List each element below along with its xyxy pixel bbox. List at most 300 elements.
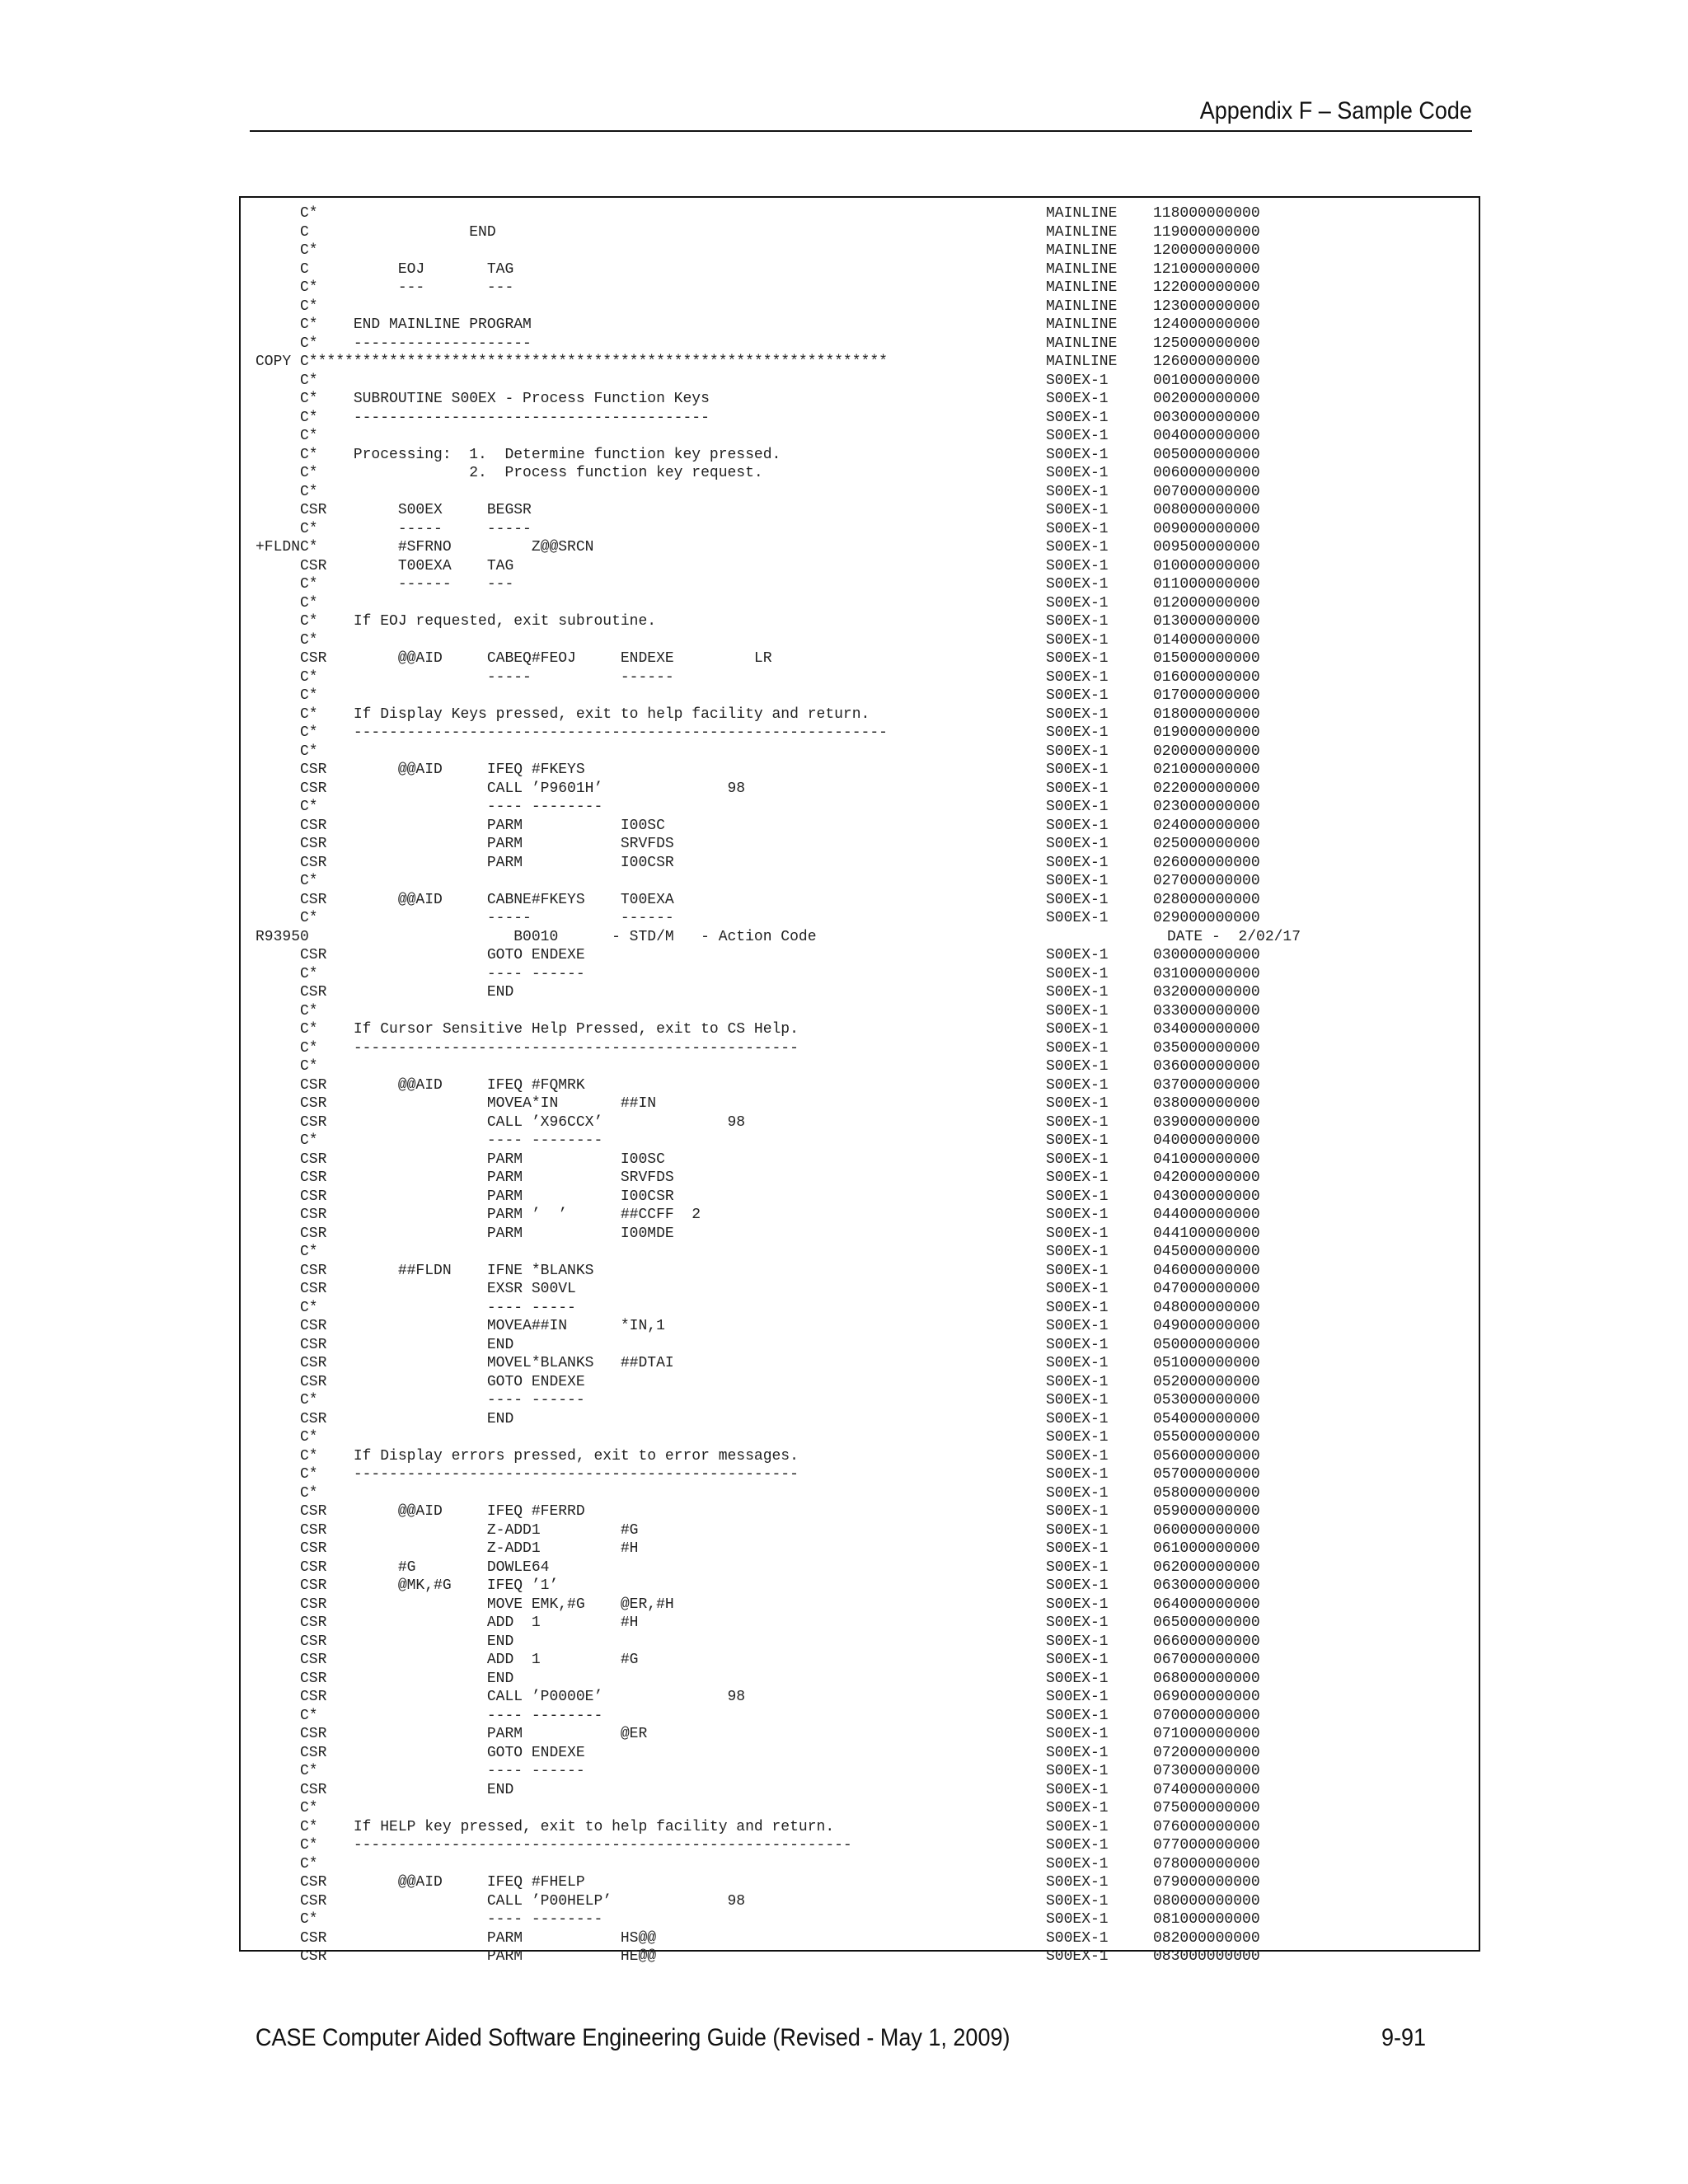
code-sequence-number: 043000000000 [1153, 1188, 1260, 1205]
code-text: C* [256, 428, 318, 444]
code-label: S00EX-1 [1046, 1373, 1109, 1390]
page-footer-title: CASE Computer Aided Software Engineering Guide (Revised - May 1, 2009) [256, 2024, 1010, 2051]
code-sequence-number: 080000000000 [1153, 1892, 1260, 1910]
code-line [241, 241, 1479, 260]
code-text: CSR CALL ’X96CCX’ 98 [256, 1113, 746, 1131]
code-text: CSR S00EX BEGSR [256, 502, 532, 518]
code-sequence-number: 075000000000 [1153, 1800, 1260, 1816]
code-sequence-number: 033000000000 [1153, 1002, 1260, 1019]
code-sequence-number: 022000000000 [1153, 780, 1260, 797]
code-line [241, 649, 1479, 668]
code-line [241, 1744, 1479, 1763]
code-text: C* ----- ------ [256, 910, 674, 926]
code-sequence-number: 016000000000 [1153, 668, 1260, 686]
code-line [241, 1836, 1479, 1855]
code-sequence-number: 120000000000 [1153, 242, 1260, 259]
code-line [241, 798, 1479, 817]
code-label: S00EX-1 [1046, 1132, 1109, 1149]
code-line [241, 1057, 1479, 1076]
code-sequence-number: 020000000000 [1153, 743, 1260, 760]
code-label: S00EX-1 [1046, 1169, 1109, 1186]
code-line [241, 1410, 1479, 1429]
code-line [241, 872, 1479, 891]
code-label: S00EX-1 [1046, 1596, 1109, 1613]
code-text: C* If HELP key pressed, exit to help facility and return. [256, 1818, 835, 1835]
code-label: S00EX-1 [1046, 1652, 1109, 1668]
code-sequence-number: 081000000000 [1153, 1911, 1260, 1928]
code-line [241, 594, 1479, 613]
code-line [241, 575, 1479, 594]
code-sequence-number: 009000000000 [1153, 520, 1260, 537]
code-sequence-number: 042000000000 [1153, 1169, 1260, 1186]
code-text: CSR PARM SRVFDS [256, 836, 674, 852]
code-text: CSR #G DOWLE64 [256, 1558, 550, 1576]
code-sequence-number: 069000000000 [1153, 1689, 1260, 1705]
code-label: S00EX-1 [1046, 594, 1109, 612]
code-line [241, 390, 1479, 409]
code-text: C* --- --- [256, 279, 514, 296]
code-sequence-number: 023000000000 [1153, 799, 1260, 815]
code-line [241, 891, 1479, 910]
code-text: C* [256, 1855, 318, 1872]
code-text: C* END MAINLINE PROGRAM [256, 316, 532, 333]
code-label: S00EX-1 [1046, 1615, 1109, 1631]
code-label: S00EX-1 [1046, 1670, 1109, 1687]
code-label: S00EX-1 [1046, 1837, 1109, 1854]
code-line [241, 946, 1479, 965]
code-line [241, 557, 1479, 576]
code-label: S00EX-1 [1046, 965, 1109, 982]
code-label: S00EX-1 [1046, 1002, 1109, 1019]
code-text: C EOJ TAG [256, 260, 514, 278]
code-text: CSR GOTO ENDEXE [256, 947, 585, 963]
code-label: S00EX-1 [1046, 557, 1109, 574]
code-text: C* [256, 483, 318, 500]
code-sequence-number: 122000000000 [1153, 279, 1260, 296]
code-line [241, 1558, 1479, 1577]
code-text: CSR @@AID IFEQ #FERRD [256, 1503, 585, 1520]
code-label: S00EX-1 [1046, 1336, 1109, 1353]
code-line [241, 1596, 1479, 1615]
code-text: C* [256, 1002, 318, 1019]
code-text: CSR PARM I00CSR [256, 854, 674, 871]
code-text: C* [256, 743, 318, 760]
code-label: MAINLINE [1046, 335, 1118, 352]
code-line [241, 1614, 1479, 1633]
code-line [241, 501, 1479, 520]
code-text: C* [256, 594, 318, 612]
code-text: C* [256, 1800, 318, 1816]
code-text: CSR MOVEA*IN ##IN [256, 1095, 657, 1112]
code-text: C* [256, 298, 318, 315]
code-label: S00EX-1 [1046, 1874, 1109, 1891]
code-sequence-number: 019000000000 [1153, 724, 1260, 741]
code-label: S00EX-1 [1046, 520, 1109, 537]
code-sequence-number: 029000000000 [1153, 910, 1260, 926]
code-text: C* [256, 873, 318, 889]
code-sequence-number: 062000000000 [1153, 1558, 1260, 1576]
code-line [241, 631, 1479, 650]
code-sequence-number: 004000000000 [1153, 428, 1260, 444]
code-line [241, 1299, 1479, 1318]
code-line [241, 1225, 1479, 1244]
code-text: CSR @@AID IFEQ #FKEYS [256, 762, 585, 778]
code-line [241, 483, 1479, 502]
code-label: S00EX-1 [1046, 1076, 1109, 1094]
code-line [241, 668, 1479, 687]
code-sequence-number: 012000000000 [1153, 594, 1260, 612]
code-line [241, 372, 1479, 391]
code-label: S00EX-1 [1046, 613, 1109, 630]
code-line [241, 1855, 1479, 1874]
code-line [241, 1762, 1479, 1781]
code-line [241, 335, 1479, 354]
code-sequence-number: 018000000000 [1153, 705, 1260, 723]
code-label: S00EX-1 [1046, 1763, 1109, 1779]
code-sequence-number: 002000000000 [1153, 391, 1260, 407]
code-text: C* -------------------------------------------------- [256, 1466, 799, 1483]
code-sequence-number: 045000000000 [1153, 1244, 1260, 1260]
code-sequence-number: 027000000000 [1153, 873, 1260, 889]
code-label: S00EX-1 [1046, 668, 1109, 686]
code-sequence-number: 049000000000 [1153, 1318, 1260, 1334]
code-sequence-number: 082000000000 [1153, 1929, 1260, 1947]
code-label: S00EX-1 [1046, 465, 1109, 481]
code-line [241, 1781, 1479, 1800]
code-label: S00EX-1 [1046, 1892, 1109, 1910]
code-label: S00EX-1 [1046, 1466, 1109, 1483]
code-label: S00EX-1 [1046, 1355, 1109, 1371]
code-label: S00EX-1 [1046, 1207, 1109, 1223]
code-sequence-number: 083000000000 [1153, 1948, 1260, 1965]
code-sequence-number: 011000000000 [1153, 576, 1260, 593]
code-label: S00EX-1 [1046, 1225, 1109, 1242]
code-line [241, 1540, 1479, 1558]
code-line [241, 1577, 1479, 1596]
code-line [241, 965, 1479, 984]
code-sequence-number: 001000000000 [1153, 372, 1260, 389]
code-text: CSR PARM I00SC [256, 1151, 665, 1168]
code-text: C* [256, 687, 318, 704]
code-sequence-number: 047000000000 [1153, 1281, 1260, 1297]
code-text: C* ---- -------- [256, 1707, 603, 1724]
code-text: CSR PARM I00MDE [256, 1225, 674, 1242]
code-sequence-number: 059000000000 [1153, 1503, 1260, 1520]
code-listing-box [239, 196, 1480, 1965]
code-label: MAINLINE [1046, 279, 1118, 296]
code-line [241, 223, 1479, 242]
code-line [241, 1151, 1479, 1169]
code-line [241, 1929, 1479, 1948]
code-sequence-number: 072000000000 [1153, 1744, 1260, 1761]
code-label: S00EX-1 [1046, 1707, 1109, 1724]
code-text: CSR Z-ADD1 #G [256, 1521, 639, 1539]
code-text: C* [256, 1058, 318, 1075]
code-sequence-number: 053000000000 [1153, 1392, 1260, 1408]
code-sequence-number: 048000000000 [1153, 1299, 1260, 1316]
code-sequence-number: 009500000000 [1153, 539, 1260, 555]
code-line [241, 464, 1479, 483]
code-line [241, 1113, 1479, 1132]
code-text: +FLDNC* #SFRNO Z@@SRCN [256, 539, 594, 555]
code-text: C* ---------------------------------------- [256, 409, 710, 426]
code-sequence-number: 032000000000 [1153, 984, 1260, 1001]
code-line [241, 1428, 1479, 1447]
code-sequence-number: 040000000000 [1153, 1132, 1260, 1149]
code-line [241, 1725, 1479, 1744]
code-sequence-number: 061000000000 [1153, 1540, 1260, 1557]
code-line [241, 1336, 1479, 1355]
code-sequence-number: 055000000000 [1153, 1429, 1260, 1446]
code-text: CSR END [256, 1670, 514, 1687]
header-rule [250, 130, 1472, 132]
code-line [241, 1391, 1479, 1410]
code-sequence-number: 070000000000 [1153, 1707, 1260, 1724]
code-text: CSR MOVEA##IN *IN,1 [256, 1318, 665, 1334]
code-label: S00EX-1 [1046, 539, 1109, 555]
code-sequence-number: 014000000000 [1153, 631, 1260, 649]
code-sequence-number: 041000000000 [1153, 1151, 1260, 1168]
code-label: S00EX-1 [1046, 705, 1109, 723]
code-label: S00EX-1 [1046, 817, 1109, 834]
code-text: C* ---- ----- [256, 1299, 576, 1316]
code-line [241, 835, 1479, 854]
code-text: C* ---- ------ [256, 965, 585, 982]
code-sequence-number: 038000000000 [1153, 1095, 1260, 1112]
code-sequence-number: 006000000000 [1153, 465, 1260, 481]
code-label: S00EX-1 [1046, 409, 1109, 426]
code-text: CSR EXSR S00VL [256, 1281, 576, 1297]
code-line [241, 279, 1479, 298]
code-label: S00EX-1 [1046, 780, 1109, 797]
code-sequence-number: 118000000000 [1153, 205, 1260, 222]
code-text: C* ---- -------- [256, 1132, 603, 1149]
code-label: S00EX-1 [1046, 854, 1109, 871]
code-text: C* -------------------- [256, 335, 532, 352]
code-sequence-number: 121000000000 [1153, 260, 1260, 278]
code-line [241, 724, 1479, 743]
code-label: S00EX-1 [1046, 1689, 1109, 1705]
code-text: COPY C***************************************************************** [256, 354, 888, 370]
code-sequence-number: 039000000000 [1153, 1113, 1260, 1131]
code-sequence-number: 026000000000 [1153, 854, 1260, 871]
code-text: CSR GOTO ENDEXE [256, 1744, 585, 1761]
code-label: S00EX-1 [1046, 1151, 1109, 1168]
code-label: S00EX-1 [1046, 1781, 1109, 1798]
code-line [241, 1262, 1479, 1281]
code-text: C* [256, 372, 318, 389]
code-text: C* ----- ----- [256, 520, 532, 537]
code-line [241, 1020, 1479, 1039]
code-sequence-number: 003000000000 [1153, 409, 1260, 426]
code-label: S00EX-1 [1046, 1558, 1109, 1576]
code-text: C* If Cursor Sensitive Help Pressed, exit to CS Help. [256, 1021, 799, 1038]
code-sequence-number: 066000000000 [1153, 1633, 1260, 1650]
code-sequence-number: 051000000000 [1153, 1355, 1260, 1371]
code-text: C* ------ --- [256, 576, 514, 593]
code-text: CSR END [256, 984, 514, 1001]
code-line [241, 612, 1479, 631]
code-sequence-number: 013000000000 [1153, 613, 1260, 630]
code-text: C* [256, 1429, 318, 1446]
code-text: CSR PARM HS@@ [256, 1929, 657, 1947]
code-text: CSR PARM SRVFDS [256, 1169, 674, 1186]
code-label: S00EX-1 [1046, 1262, 1109, 1279]
code-label: MAINLINE [1046, 260, 1118, 278]
code-text: C* -------------------------------------------------------- [256, 1837, 852, 1854]
code-label: S00EX-1 [1046, 1726, 1109, 1742]
code-label: S00EX-1 [1046, 1188, 1109, 1205]
code-label: MAINLINE [1046, 242, 1118, 259]
code-text: C* If Display Keys pressed, exit to help facility and return. [256, 705, 870, 723]
code-line [241, 983, 1479, 1002]
code-line [241, 1447, 1479, 1466]
code-text: CSR CALL ’P00HELP’ 98 [256, 1892, 746, 1910]
code-label: S00EX-1 [1046, 724, 1109, 741]
code-text: C END [256, 223, 496, 241]
code-line [241, 204, 1479, 223]
code-label: S00EX-1 [1046, 1429, 1109, 1446]
code-line [241, 1484, 1479, 1503]
code-label: S00EX-1 [1046, 1744, 1109, 1761]
code-label: S00EX-1 [1046, 1281, 1109, 1297]
code-text: C* [256, 1244, 318, 1260]
code-label: S00EX-1 [1046, 1521, 1109, 1539]
code-line [241, 1002, 1479, 1021]
code-sequence-number: 034000000000 [1153, 1021, 1260, 1038]
code-sequence-number: 021000000000 [1153, 762, 1260, 778]
code-line [241, 1094, 1479, 1113]
code-line [241, 1373, 1479, 1392]
code-sequence-number: 052000000000 [1153, 1373, 1260, 1390]
code-text: C* 2. Process function key request. [256, 465, 763, 481]
code-line [241, 1873, 1479, 1892]
code-text: CSR END [256, 1781, 514, 1798]
code-text: CSR @@AID IFEQ #FQMRK [256, 1076, 585, 1094]
code-line [241, 1651, 1479, 1670]
code-sequence-number: 063000000000 [1153, 1577, 1260, 1594]
code-text: CSR CALL ’P9601H’ 98 [256, 780, 746, 797]
code-label: S00EX-1 [1046, 446, 1109, 463]
code-line [241, 909, 1479, 928]
code-text: CSR ADD 1 #H [256, 1615, 639, 1631]
code-line [241, 928, 1479, 947]
code-label: S00EX-1 [1046, 391, 1109, 407]
code-text: CSR PARM ’ ’ ##CCFF 2 [256, 1207, 701, 1223]
code-sequence-number: 126000000000 [1153, 354, 1260, 370]
code-sequence-number: 010000000000 [1153, 557, 1260, 574]
code-text: CSR MOVE EMK,#G @ER,#H [256, 1596, 674, 1613]
code-text: CSR CALL ’P0000E’ 98 [256, 1689, 746, 1705]
code-sequence-number: 064000000000 [1153, 1596, 1260, 1613]
code-line [241, 316, 1479, 335]
code-label: S00EX-1 [1046, 1948, 1109, 1965]
code-sequence-number: 065000000000 [1153, 1615, 1260, 1631]
code-line [241, 1910, 1479, 1929]
code-text: C* ---- -------- [256, 1911, 603, 1928]
code-line [241, 409, 1479, 428]
code-label: S00EX-1 [1046, 1447, 1109, 1465]
code-sequence-number: 030000000000 [1153, 947, 1260, 963]
code-text: CSR END [256, 1633, 514, 1650]
code-label: S00EX-1 [1046, 873, 1109, 889]
code-line [241, 1465, 1479, 1484]
code-label: S00EX-1 [1046, 1299, 1109, 1316]
code-line [241, 260, 1479, 279]
code-sequence-number: 050000000000 [1153, 1336, 1260, 1353]
code-sequence-number: 044100000000 [1153, 1225, 1260, 1242]
code-line [241, 1670, 1479, 1689]
code-sequence-number: 008000000000 [1153, 502, 1260, 518]
code-label: S00EX-1 [1046, 1484, 1109, 1502]
code-sequence-number: 005000000000 [1153, 446, 1260, 463]
code-label: MAINLINE [1046, 298, 1118, 315]
code-label: S00EX-1 [1046, 1503, 1109, 1520]
code-line [241, 1188, 1479, 1207]
code-label: S00EX-1 [1046, 650, 1109, 667]
code-text: R93950 B0010 - STD/M - Action Code [256, 928, 817, 945]
code-sequence-number: 060000000000 [1153, 1521, 1260, 1539]
code-line [241, 1947, 1479, 1966]
code-text: CSR @MK,#G IFEQ ’1’ [256, 1577, 559, 1594]
code-text: C* ---- -------- [256, 799, 603, 815]
code-line [241, 1132, 1479, 1151]
code-line [241, 1317, 1479, 1336]
code-line [241, 1354, 1479, 1373]
code-line [241, 854, 1479, 873]
code-sequence-number: 068000000000 [1153, 1670, 1260, 1687]
code-sequence-number: 078000000000 [1153, 1855, 1260, 1872]
code-line [241, 1799, 1479, 1818]
code-line [241, 446, 1479, 465]
code-line [241, 353, 1479, 372]
code-line [241, 1039, 1479, 1058]
code-sequence-number: 028000000000 [1153, 891, 1260, 908]
code-label: S00EX-1 [1046, 1058, 1109, 1075]
code-sequence-number: 119000000000 [1153, 223, 1260, 241]
code-text: C* ----- ------ [256, 668, 674, 686]
code-sequence-number: 067000000000 [1153, 1652, 1260, 1668]
code-sequence-number: 025000000000 [1153, 836, 1260, 852]
code-sequence-number: 123000000000 [1153, 298, 1260, 315]
code-text: C* SUBROUTINE S00EX - Process Function Keys [256, 391, 710, 407]
code-label: S00EX-1 [1046, 631, 1109, 649]
code-label: MAINLINE [1046, 354, 1118, 370]
code-line [241, 705, 1479, 724]
code-text: CSR MOVEL*BLANKS ##DTAI [256, 1355, 674, 1371]
code-line [241, 1243, 1479, 1262]
code-label: S00EX-1 [1046, 1633, 1109, 1650]
code-line [241, 1502, 1479, 1521]
code-label: S00EX-1 [1046, 743, 1109, 760]
page-number: 9-91 [1381, 2024, 1426, 2051]
code-text: C* Processing: 1. Determine function key pressed. [256, 446, 781, 463]
code-label: S00EX-1 [1046, 687, 1109, 704]
code-label: S00EX-1 [1046, 502, 1109, 518]
code-label: S00EX-1 [1046, 1095, 1109, 1112]
code-line [241, 1892, 1479, 1911]
code-sequence-number: 058000000000 [1153, 1484, 1260, 1502]
code-label: S00EX-1 [1046, 1410, 1109, 1427]
code-line [241, 743, 1479, 762]
code-text: CSR @@AID CABEQ#FEOJ ENDEXE LR [256, 650, 772, 667]
code-line [241, 538, 1479, 557]
code-sequence-number: 074000000000 [1153, 1781, 1260, 1798]
code-label: S00EX-1 [1046, 372, 1109, 389]
code-label: S00EX-1 [1046, 984, 1109, 1001]
code-text: C* If EOJ requested, exit subroutine. [256, 613, 657, 630]
code-label: S00EX-1 [1046, 1855, 1109, 1872]
